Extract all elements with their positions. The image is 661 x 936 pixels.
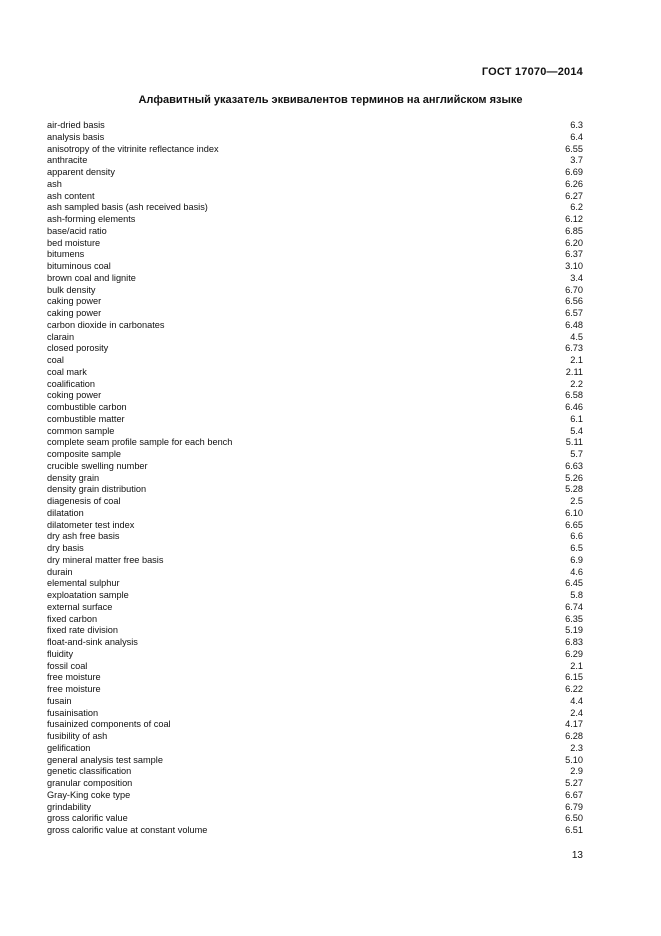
index-term: dilatation xyxy=(47,507,84,518)
index-term: coal mark xyxy=(47,366,87,377)
index-ref: 6.4 xyxy=(570,131,583,142)
index-term: grindability xyxy=(47,801,91,812)
index-ref: 6.85 xyxy=(565,225,583,236)
index-term: exploatation sample xyxy=(47,590,129,600)
index-entry xyxy=(47,214,583,226)
index-ref: 6.58 xyxy=(565,390,583,401)
index-entry xyxy=(47,567,583,579)
index-entry xyxy=(47,743,583,755)
index-entry xyxy=(47,296,583,308)
index-term: diagenesis of coal xyxy=(47,496,121,506)
index-entry xyxy=(47,379,583,391)
index-term: complete seam profile sample for each bench xyxy=(47,437,233,448)
index-term: anthracite xyxy=(47,155,88,166)
index-term: ash content xyxy=(47,190,95,201)
index-term: float-and-sink analysis xyxy=(47,637,138,647)
index-ref: 4.6 xyxy=(570,566,583,577)
index-term: coal xyxy=(47,355,64,365)
index-ref: 6.57 xyxy=(565,308,583,318)
index-term: fusainisation xyxy=(47,707,99,718)
index-term: combustible carbon xyxy=(47,402,127,412)
index-entry xyxy=(47,590,583,602)
index-entry xyxy=(47,484,583,496)
index-term: genetic classification xyxy=(47,766,132,777)
index-entry xyxy=(47,684,583,696)
index-term: external surface xyxy=(47,601,113,612)
index-entry xyxy=(47,731,583,743)
index-term: gelification xyxy=(47,742,91,753)
index-ref: 2.1 xyxy=(570,660,583,671)
index-term: fusibility of ash xyxy=(47,731,108,741)
index-term: closed porosity xyxy=(47,343,109,354)
index-entry xyxy=(47,496,583,508)
index-term: ash sampled basis (ash received basis) xyxy=(47,202,208,213)
index-entry xyxy=(47,719,583,731)
index-entry xyxy=(47,825,583,837)
index-entry xyxy=(47,437,583,449)
index-ref: 6.37 xyxy=(565,249,583,260)
index-term: anisotropy of the vitrinite reflectance index xyxy=(47,143,219,154)
index-term: gross calorific value xyxy=(47,813,128,824)
index-ref: 3.4 xyxy=(570,272,583,283)
index-ref: 6.46 xyxy=(565,402,583,412)
index-entry xyxy=(47,520,583,532)
index-entry xyxy=(47,543,583,555)
index-term: granular composition xyxy=(47,778,133,788)
index-entry xyxy=(47,332,583,344)
index-ref: 6.3 xyxy=(570,120,583,130)
index-term: fixed carbon xyxy=(47,613,98,624)
index-ref: 2.2 xyxy=(570,378,583,389)
index-entry xyxy=(47,602,583,614)
index-term: density grain distribution xyxy=(47,484,147,495)
index-term: fixed rate division xyxy=(47,625,118,636)
index-ref: 4.17 xyxy=(565,719,583,730)
index-entry xyxy=(47,414,583,426)
index-ref: 3.7 xyxy=(570,155,583,166)
index-entry xyxy=(47,144,583,156)
index-entry xyxy=(47,766,583,778)
index-ref: 5.26 xyxy=(565,472,583,483)
index-term: density grain xyxy=(47,472,100,483)
index-ref: 6.51 xyxy=(565,825,583,835)
index-ref: 2.4 xyxy=(570,707,583,718)
term-index-list xyxy=(47,120,583,837)
index-term: coalification xyxy=(47,378,96,389)
index-ref: 3.10 xyxy=(565,261,583,271)
index-ref: 6.2 xyxy=(570,202,583,213)
index-term: elemental sulphur xyxy=(47,578,120,589)
index-entry xyxy=(47,578,583,590)
index-entry xyxy=(47,813,583,825)
index-ref: 6.12 xyxy=(565,214,583,224)
index-ref: 2.5 xyxy=(570,496,583,506)
index-entry xyxy=(47,249,583,261)
index-entry xyxy=(47,696,583,708)
index-term: dilatometer test index xyxy=(47,519,135,530)
index-entry xyxy=(47,132,583,144)
index-term: caking power xyxy=(47,296,102,307)
index-entry xyxy=(47,402,583,414)
index-ref: 4.4 xyxy=(570,695,583,706)
index-term: coking power xyxy=(47,390,102,401)
index-ref: 6.83 xyxy=(565,637,583,647)
index-ref: 6.67 xyxy=(565,789,583,800)
index-term: apparent density xyxy=(47,167,115,177)
index-ref: 6.20 xyxy=(565,237,583,248)
index-entry xyxy=(47,531,583,543)
page-number: 13 xyxy=(571,850,583,861)
index-term: bed moisture xyxy=(47,237,101,248)
index-entry xyxy=(47,285,583,297)
index-term: bulk density xyxy=(47,284,96,295)
index-entry xyxy=(47,261,583,273)
index-entry xyxy=(47,508,583,520)
index-ref: 6.79 xyxy=(565,801,583,812)
index-ref: 6.48 xyxy=(565,319,583,330)
index-entry xyxy=(47,637,583,649)
index-entry xyxy=(47,343,583,355)
index-entry xyxy=(47,202,583,214)
index-term: clarain xyxy=(47,331,75,342)
index-term: fossil coal xyxy=(47,660,88,671)
index-ref: 6.27 xyxy=(565,190,583,201)
index-term: base/acid ratio xyxy=(47,225,107,236)
index-entry xyxy=(47,661,583,673)
index-entry xyxy=(47,461,583,473)
index-term: general analysis test sample xyxy=(47,754,163,765)
index-entry xyxy=(47,449,583,461)
index-ref: 5.7 xyxy=(570,449,583,459)
index-entry xyxy=(47,120,583,132)
index-ref: 6.26 xyxy=(565,178,583,189)
index-entry xyxy=(47,238,583,250)
index-ref: 5.28 xyxy=(565,484,583,495)
index-ref: 5.4 xyxy=(570,425,583,436)
index-ref: 2.9 xyxy=(570,766,583,777)
index-term: durain xyxy=(47,566,73,577)
index-term: free moisture xyxy=(47,684,101,694)
index-ref: 6.50 xyxy=(565,813,583,824)
index-entry xyxy=(47,308,583,320)
index-entry xyxy=(47,155,583,167)
index-term: brown coal and lignite xyxy=(47,272,136,283)
index-ref: 6.10 xyxy=(565,507,583,518)
index-entry xyxy=(47,179,583,191)
index-ref: 5.11 xyxy=(565,437,583,448)
index-entry xyxy=(47,778,583,790)
index-ref: 5.8 xyxy=(570,590,583,600)
index-entry xyxy=(47,355,583,367)
index-entry xyxy=(47,167,583,179)
index-ref: 6.22 xyxy=(565,684,583,694)
index-entry xyxy=(47,614,583,626)
index-term: dry basis xyxy=(47,543,84,553)
index-ref: 2.1 xyxy=(570,355,583,365)
index-term: caking power xyxy=(47,308,102,318)
index-term: free moisture xyxy=(47,672,101,683)
index-term: dry ash free basis xyxy=(47,531,120,542)
index-ref: 6.70 xyxy=(565,284,583,295)
index-entry xyxy=(47,649,583,661)
index-term: combustible matter xyxy=(47,413,125,424)
index-entry xyxy=(47,672,583,684)
index-term: Gray-King coke type xyxy=(47,789,131,800)
index-term: composite sample xyxy=(47,449,122,459)
index-ref: 6.63 xyxy=(565,460,583,471)
index-ref: 5.10 xyxy=(565,754,583,765)
index-ref: 6.55 xyxy=(565,143,583,154)
index-term: carbon dioxide in carbonates xyxy=(47,319,165,330)
index-ref: 6.69 xyxy=(565,167,583,177)
index-ref: 6.9 xyxy=(570,554,583,565)
index-entry xyxy=(47,473,583,485)
index-ref: 4.5 xyxy=(570,331,583,342)
index-ref: 2.3 xyxy=(570,742,583,753)
index-entry xyxy=(47,708,583,720)
index-term: bitumens xyxy=(47,249,85,260)
index-ref: 6.1 xyxy=(570,413,583,424)
index-ref: 5.27 xyxy=(565,778,583,788)
index-entry xyxy=(47,273,583,285)
index-entry xyxy=(47,790,583,802)
index-ref: 5.19 xyxy=(565,625,583,636)
index-term: ash xyxy=(47,178,62,189)
index-entry xyxy=(47,802,583,814)
index-ref: 6.56 xyxy=(565,296,583,307)
index-term: crucible swelling number xyxy=(47,460,148,471)
index-term: dry mineral matter free basis xyxy=(47,554,164,565)
index-ref: 6.73 xyxy=(565,343,583,354)
index-term: ash-forming elements xyxy=(47,214,136,224)
index-entry xyxy=(47,390,583,402)
index-term: fluidity xyxy=(47,648,74,659)
index-ref: 6.74 xyxy=(565,601,583,612)
index-entry xyxy=(47,426,583,438)
index-ref: 6.28 xyxy=(565,731,583,741)
index-entry xyxy=(47,625,583,637)
index-term: bituminous coal xyxy=(47,261,111,271)
index-entry xyxy=(47,226,583,238)
index-term: fusain xyxy=(47,695,72,706)
index-ref: 6.29 xyxy=(565,648,583,659)
index-entry xyxy=(47,191,583,203)
document-code: ГОСТ 17070—2014 xyxy=(481,66,583,78)
page-title: Алфавитный указатель эквивалентов терминов на английском языке xyxy=(138,94,523,106)
index-entry xyxy=(47,755,583,767)
index-ref: 6.5 xyxy=(570,543,583,553)
index-ref: 2.11 xyxy=(565,366,583,377)
index-ref: 6.45 xyxy=(565,578,583,589)
index-term: air-dried basis xyxy=(47,120,105,130)
index-term: fusainized components of coal xyxy=(47,719,171,730)
index-ref: 6.65 xyxy=(565,519,583,530)
index-entry xyxy=(47,367,583,379)
index-term: analysis basis xyxy=(47,131,105,142)
index-entry xyxy=(47,555,583,567)
index-term: gross calorific value at constant volume xyxy=(47,825,208,835)
index-ref: 6.35 xyxy=(565,613,583,624)
index-ref: 6.15 xyxy=(565,672,583,683)
index-ref: 6.6 xyxy=(570,531,583,542)
index-term: common sample xyxy=(47,425,115,436)
index-entry xyxy=(47,320,583,332)
